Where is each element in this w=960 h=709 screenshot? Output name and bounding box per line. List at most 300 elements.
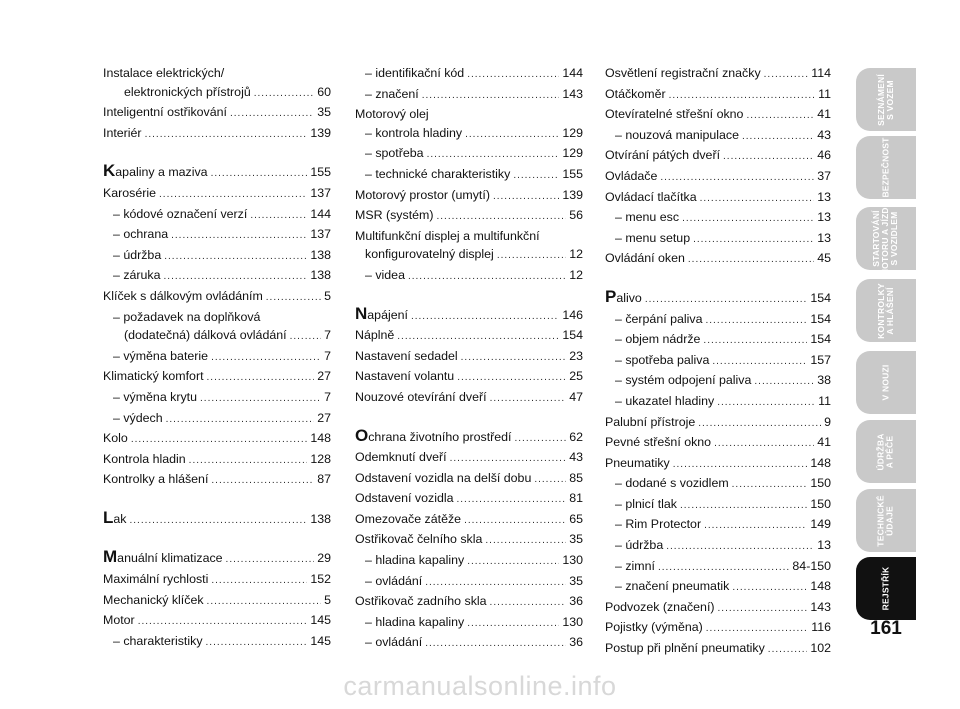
entry-label <box>355 530 482 549</box>
dot-leader <box>485 532 566 551</box>
dot-leader <box>723 148 814 167</box>
index-entry <box>103 591 331 612</box>
dot-leader <box>515 430 567 449</box>
entry-text: – ochrana <box>113 227 169 242</box>
entry-page-ref: 27 <box>317 369 331 384</box>
entry-label <box>605 105 743 124</box>
entry-page-ref: 146 <box>562 307 583 322</box>
entry-label <box>103 287 263 306</box>
dot-leader <box>138 613 308 632</box>
entry-page-ref: 148 <box>810 455 831 470</box>
entry-label <box>605 167 657 186</box>
dot-leader <box>704 517 807 536</box>
index-entry <box>605 330 831 351</box>
entry-page-ref: 138 <box>310 268 331 283</box>
index-entry <box>103 266 331 287</box>
index-entry <box>103 632 331 653</box>
entry-label <box>103 470 208 489</box>
dot-leader <box>266 289 321 308</box>
entry-page-ref: 81 <box>569 491 583 506</box>
dot-leader <box>159 186 307 205</box>
dot-leader <box>742 128 814 147</box>
entry-text: apájení <box>367 307 408 322</box>
index-entry <box>605 474 831 495</box>
dot-leader <box>145 126 308 145</box>
entry-page-ref: 38 <box>817 373 831 388</box>
entry-page-ref: 157 <box>810 352 831 367</box>
entry-page-ref: 155 <box>310 165 331 180</box>
index-entry <box>355 633 583 654</box>
entry-label <box>615 208 679 227</box>
entry-page-ref: 43 <box>817 127 831 142</box>
chapter-tab-label: BEZPEČNOST <box>880 137 891 198</box>
entry-text: ak <box>113 511 127 526</box>
index-entry <box>103 205 331 226</box>
index-entry <box>103 367 331 388</box>
chapter-tab[interactable] <box>856 489 916 552</box>
index-entry <box>605 454 831 475</box>
index-entry <box>355 427 583 449</box>
entry-text: Kontrolky a hlášení <box>103 472 209 487</box>
entry-label <box>615 495 677 514</box>
entry-page-ref: 148 <box>310 431 331 446</box>
entry-page-ref: 7 <box>324 389 331 404</box>
index-entry <box>103 162 331 184</box>
dot-leader <box>171 227 307 246</box>
entry-text: – nouzová manipulace <box>615 127 739 142</box>
entry-text: Pneumatiky <box>605 455 670 470</box>
entry-label <box>605 85 666 104</box>
entry-label <box>605 413 695 432</box>
dot-leader <box>230 105 314 124</box>
entry-label <box>605 288 642 308</box>
dot-leader <box>465 126 559 145</box>
entry-text: Omezovače zátěže <box>355 511 462 526</box>
entry-text: Inteligentní ostřikování <box>103 105 227 120</box>
entry-label <box>103 450 186 469</box>
index-entry <box>103 287 331 308</box>
chapter-tab-label: TECHNICKÉ ÚDAJE <box>875 494 895 547</box>
entry-text: Kontrola hladin <box>103 451 186 466</box>
entry-text: Mechanický klíček <box>103 592 204 607</box>
entry-text: Palubní přístroje <box>605 414 696 429</box>
entry-page-ref: 65 <box>569 511 583 526</box>
entry-label <box>365 551 464 570</box>
index-entry <box>605 639 831 660</box>
chapter-tab[interactable] <box>856 68 916 131</box>
dot-leader <box>211 472 314 491</box>
entry-label <box>103 103 227 122</box>
dot-leader <box>467 66 559 85</box>
entry-label <box>113 632 203 651</box>
entry-text: Pevné střešní okno <box>605 435 712 450</box>
page-number: 161 <box>870 618 902 639</box>
entry-label <box>605 249 685 268</box>
dot-leader <box>693 231 814 250</box>
entry-text: Odemknutí dveří <box>355 450 447 465</box>
entry-page-ref: 149 <box>810 517 831 532</box>
index-entry <box>103 326 331 347</box>
entry-label <box>103 124 142 143</box>
dot-leader <box>673 456 808 475</box>
entry-page-ref: 154 <box>810 332 831 347</box>
entry-page-ref: 9 <box>824 414 831 429</box>
index-entry <box>605 208 831 229</box>
entry-page-ref: 139 <box>562 187 583 202</box>
entry-label <box>355 227 540 246</box>
entry-label <box>113 266 161 285</box>
index-entry <box>355 64 583 85</box>
entry-text: Interiér <box>103 125 142 140</box>
entry-text: Ovládání oken <box>605 251 685 266</box>
section-gap <box>355 409 583 427</box>
entry-page-ref: 130 <box>562 553 583 568</box>
index-entry <box>605 392 831 413</box>
entry-text: Otevíratelné střešní okno <box>605 107 744 122</box>
index-entry <box>355 326 583 347</box>
index-entry <box>355 85 583 106</box>
entry-page-ref: 102 <box>810 641 831 656</box>
dot-leader <box>411 308 559 327</box>
entry-text: Odstavení vozidla <box>355 491 454 506</box>
entry-page-ref: 145 <box>310 613 331 628</box>
entry-label <box>365 165 510 184</box>
entry-label <box>355 510 461 529</box>
entry-label <box>113 347 208 366</box>
section-gap <box>355 287 583 305</box>
index-entry <box>605 288 831 310</box>
entry-text: Otáčkoměr <box>605 86 666 101</box>
dot-leader <box>717 394 815 413</box>
dot-leader <box>200 390 321 409</box>
entry-label <box>365 266 405 285</box>
entry-text: – videa <box>365 267 405 282</box>
entry-label <box>103 162 208 182</box>
index-entry <box>605 371 831 392</box>
chapter-tab-label: V NOUZI <box>880 364 891 401</box>
index-entry <box>355 266 583 287</box>
dot-leader <box>497 247 566 266</box>
dot-leader <box>703 332 807 351</box>
entry-page-ref: 129 <box>562 125 583 140</box>
entry-page-ref: 43 <box>569 450 583 465</box>
entry-label <box>355 105 429 124</box>
entry-label <box>615 330 700 349</box>
index-entry <box>605 515 831 536</box>
entry-text: (dodatečná) dálková ovládání <box>124 328 287 343</box>
entry-page-ref: 130 <box>562 614 583 629</box>
entry-page-ref: 152 <box>310 572 331 587</box>
index-entry <box>355 144 583 165</box>
entry-text: – kontrola hladiny <box>365 125 463 140</box>
entry-page-ref: 144 <box>562 66 583 80</box>
entry-label <box>355 305 408 325</box>
entry-text: Multifunkční displej a multifunkční <box>355 228 540 243</box>
dot-leader <box>705 312 807 331</box>
entry-label <box>103 367 204 386</box>
entry-page-ref: 148 <box>810 579 831 594</box>
entry-label <box>103 611 135 630</box>
entry-page-ref: 116 <box>811 620 831 635</box>
dot-leader <box>754 373 814 392</box>
entry-label <box>103 570 208 589</box>
dot-leader <box>712 353 807 372</box>
index-entry <box>605 618 831 639</box>
entry-page-ref: 87 <box>317 472 331 487</box>
entry-page-ref: 36 <box>569 594 583 609</box>
index-entry <box>103 470 331 491</box>
entry-page-ref: 139 <box>310 125 331 140</box>
dot-leader <box>493 188 559 207</box>
entry-text: – značení <box>365 86 419 101</box>
index-entry <box>605 188 831 209</box>
entry-text: Nouzové otevírání dveří <box>355 389 487 404</box>
dot-leader <box>211 165 308 184</box>
dot-leader <box>226 551 315 570</box>
index-entry <box>103 124 331 145</box>
section-initial: O <box>355 425 369 445</box>
entry-page-ref: 137 <box>310 227 331 242</box>
index-entry <box>355 165 583 186</box>
index-entry <box>605 105 831 126</box>
dot-leader <box>131 431 308 450</box>
index-entry <box>355 227 583 246</box>
dot-leader <box>427 146 560 165</box>
entry-label <box>605 454 670 473</box>
entry-label <box>103 429 128 448</box>
entry-label <box>365 572 422 591</box>
entry-label <box>355 427 512 447</box>
entry-label <box>355 592 487 611</box>
dot-leader <box>290 328 322 347</box>
entry-page-ref: 11 <box>818 86 831 101</box>
entry-label <box>113 246 161 265</box>
entry-text: Ovládací tlačítka <box>605 189 697 204</box>
entry-text: elektronických přístrojů <box>124 84 251 99</box>
entry-text: Instalace elektrických/ <box>103 66 225 80</box>
dot-leader <box>464 512 566 531</box>
dot-leader <box>457 369 566 388</box>
entry-text: Postup při plnění pneumatiky <box>605 641 765 656</box>
index-entry <box>355 124 583 145</box>
chapter-tab[interactable] <box>856 557 916 620</box>
index-entry <box>355 551 583 572</box>
chapter-tab[interactable] <box>856 279 916 342</box>
chapter-tab-label: REJSTŘÍK <box>880 566 891 611</box>
index-entry <box>355 186 583 207</box>
dot-leader <box>714 435 814 454</box>
entry-label <box>365 613 464 632</box>
section-initial: K <box>103 161 116 181</box>
entry-text: – spotřeba paliva <box>615 352 710 367</box>
index-entry <box>355 206 583 227</box>
entry-text: Pojistky (výměna) <box>605 620 703 635</box>
index-entry <box>103 246 331 267</box>
dot-leader <box>166 411 315 430</box>
entry-label <box>103 509 126 529</box>
dot-leader <box>189 452 308 471</box>
dot-leader <box>425 635 566 654</box>
entry-page-ref: 85 <box>569 470 583 485</box>
entry-page-ref: 5 <box>324 592 331 607</box>
entry-text: Klíček s dálkovým ovládáním <box>103 288 263 303</box>
index-entry <box>355 448 583 469</box>
entry-text: – ovládání <box>365 635 423 650</box>
dot-leader <box>682 210 814 229</box>
entry-text: Kolo <box>103 431 128 446</box>
chapter-tab[interactable] <box>856 200 916 277</box>
dot-leader <box>254 85 314 104</box>
entry-label <box>615 310 702 329</box>
entry-label <box>365 64 464 83</box>
section-initial: L <box>103 507 114 527</box>
index-entry <box>605 146 831 167</box>
index-entry <box>355 388 583 409</box>
index-entry <box>355 105 583 124</box>
index-entry <box>605 495 831 516</box>
entry-label <box>615 351 709 370</box>
index-entry <box>355 347 583 368</box>
entry-label <box>355 367 454 386</box>
entry-label <box>615 229 690 248</box>
entry-text: Podvozek (značení) <box>605 599 715 614</box>
index-entry <box>605 64 831 85</box>
dot-leader <box>732 476 808 495</box>
index-entry <box>103 409 331 430</box>
entry-page-ref: 150 <box>810 496 831 511</box>
index-entry <box>605 536 831 557</box>
chapter-tab[interactable] <box>856 136 916 199</box>
entry-page-ref: 13 <box>817 210 831 225</box>
index-entry <box>355 489 583 510</box>
entry-text: – spotřeba <box>365 146 424 161</box>
index-entry <box>355 367 583 388</box>
entry-text: Karosérie <box>103 185 157 200</box>
section-gap <box>103 144 331 162</box>
entry-text: Ostřikovač čelního skla <box>355 532 483 547</box>
index-entry <box>605 167 831 188</box>
entry-text: – záruka <box>113 268 161 283</box>
entry-page-ref: 13 <box>817 189 831 204</box>
entry-text: – hladina kapaliny <box>365 614 465 629</box>
chapter-tab-label: STARTOVÁNÍ MOTORU A JÍZDA S VOZIDLEM <box>871 200 900 277</box>
entry-page-ref: 35 <box>569 573 583 588</box>
dot-leader <box>680 497 807 516</box>
dot-leader <box>461 349 567 368</box>
entry-text: – výměna baterie <box>113 348 209 363</box>
index-entry <box>103 450 331 471</box>
dot-leader <box>408 268 566 287</box>
entry-text: Motorový prostor (umytí) <box>355 187 490 202</box>
dot-leader <box>467 553 559 572</box>
entry-text: Nastavení sedadel <box>355 348 458 363</box>
entry-label <box>355 347 458 366</box>
index-entry <box>355 613 583 634</box>
dot-leader <box>207 593 322 612</box>
index-column-1 <box>103 64 331 652</box>
entry-page-ref: 46 <box>817 148 831 163</box>
entry-label <box>355 469 531 488</box>
index-entry <box>605 577 831 598</box>
entry-text: Motorový olej <box>355 107 429 122</box>
dot-leader <box>768 641 808 660</box>
dot-leader <box>764 66 809 85</box>
entry-text: – Rim Protector <box>615 517 702 532</box>
entry-label <box>365 245 494 264</box>
chapter-tab[interactable] <box>856 351 916 414</box>
chapter-tab[interactable] <box>856 420 916 483</box>
entry-page-ref: 144 <box>310 206 331 221</box>
entry-page-ref: 13 <box>817 230 831 245</box>
entry-text: – údržba <box>113 247 162 262</box>
dot-leader <box>513 167 559 186</box>
entry-text: – ovládání <box>365 573 423 588</box>
entry-text: Otvírání pátých dveří <box>605 148 721 163</box>
section-initial: P <box>605 286 617 306</box>
chapter-tab-label: KONTROLKY A HLÁŠENÍ <box>875 282 895 339</box>
entry-text: – menu esc <box>615 210 680 225</box>
entry-page-ref: 35 <box>317 105 331 120</box>
entry-label <box>124 326 287 345</box>
dot-leader <box>732 579 807 598</box>
entry-page-ref: 129 <box>562 146 583 161</box>
index-entry <box>103 570 331 591</box>
entry-text: – dodané s vozidlem <box>615 476 729 491</box>
entry-label <box>605 64 761 83</box>
entry-text: Klimatický komfort <box>103 369 204 384</box>
entry-label <box>615 392 714 411</box>
dot-leader <box>211 349 321 368</box>
entry-label <box>615 126 739 145</box>
entry-page-ref: 84-150 <box>792 558 831 573</box>
dot-leader <box>397 328 559 347</box>
index-entry <box>355 510 583 531</box>
entry-text: – ukazatel hladiny <box>615 393 715 408</box>
entry-page-ref: 154 <box>562 328 583 343</box>
section-initial: N <box>355 303 368 323</box>
dot-leader <box>490 390 567 409</box>
entry-page-ref: 143 <box>810 599 831 614</box>
entry-text: Ovládače <box>605 168 658 183</box>
entry-label <box>365 85 419 104</box>
index-entry <box>355 305 583 327</box>
entry-page-ref: 114 <box>811 66 831 80</box>
entry-page-ref: 154 <box>810 311 831 326</box>
index-entry <box>355 592 583 613</box>
dot-leader <box>450 450 567 469</box>
dot-leader <box>206 634 308 653</box>
entry-page-ref: 155 <box>562 166 583 181</box>
entry-page-ref: 56 <box>569 208 583 223</box>
entry-label <box>605 639 765 658</box>
entry-page-ref: 29 <box>317 551 331 566</box>
entry-label <box>103 64 224 83</box>
dot-leader <box>422 87 560 106</box>
entry-text: alivo <box>616 290 642 305</box>
dot-leader <box>746 107 814 126</box>
entry-text: Motor <box>103 613 135 628</box>
entry-label <box>355 388 487 407</box>
entry-text: anuální klimatizace <box>117 551 223 566</box>
entry-page-ref: 47 <box>569 389 583 404</box>
dot-leader <box>467 615 559 634</box>
entry-page-ref: 60 <box>317 84 331 99</box>
entry-label <box>355 326 394 345</box>
entry-label <box>103 548 223 568</box>
dot-leader <box>164 248 307 267</box>
section-gap <box>605 270 831 288</box>
dot-leader <box>164 268 308 287</box>
